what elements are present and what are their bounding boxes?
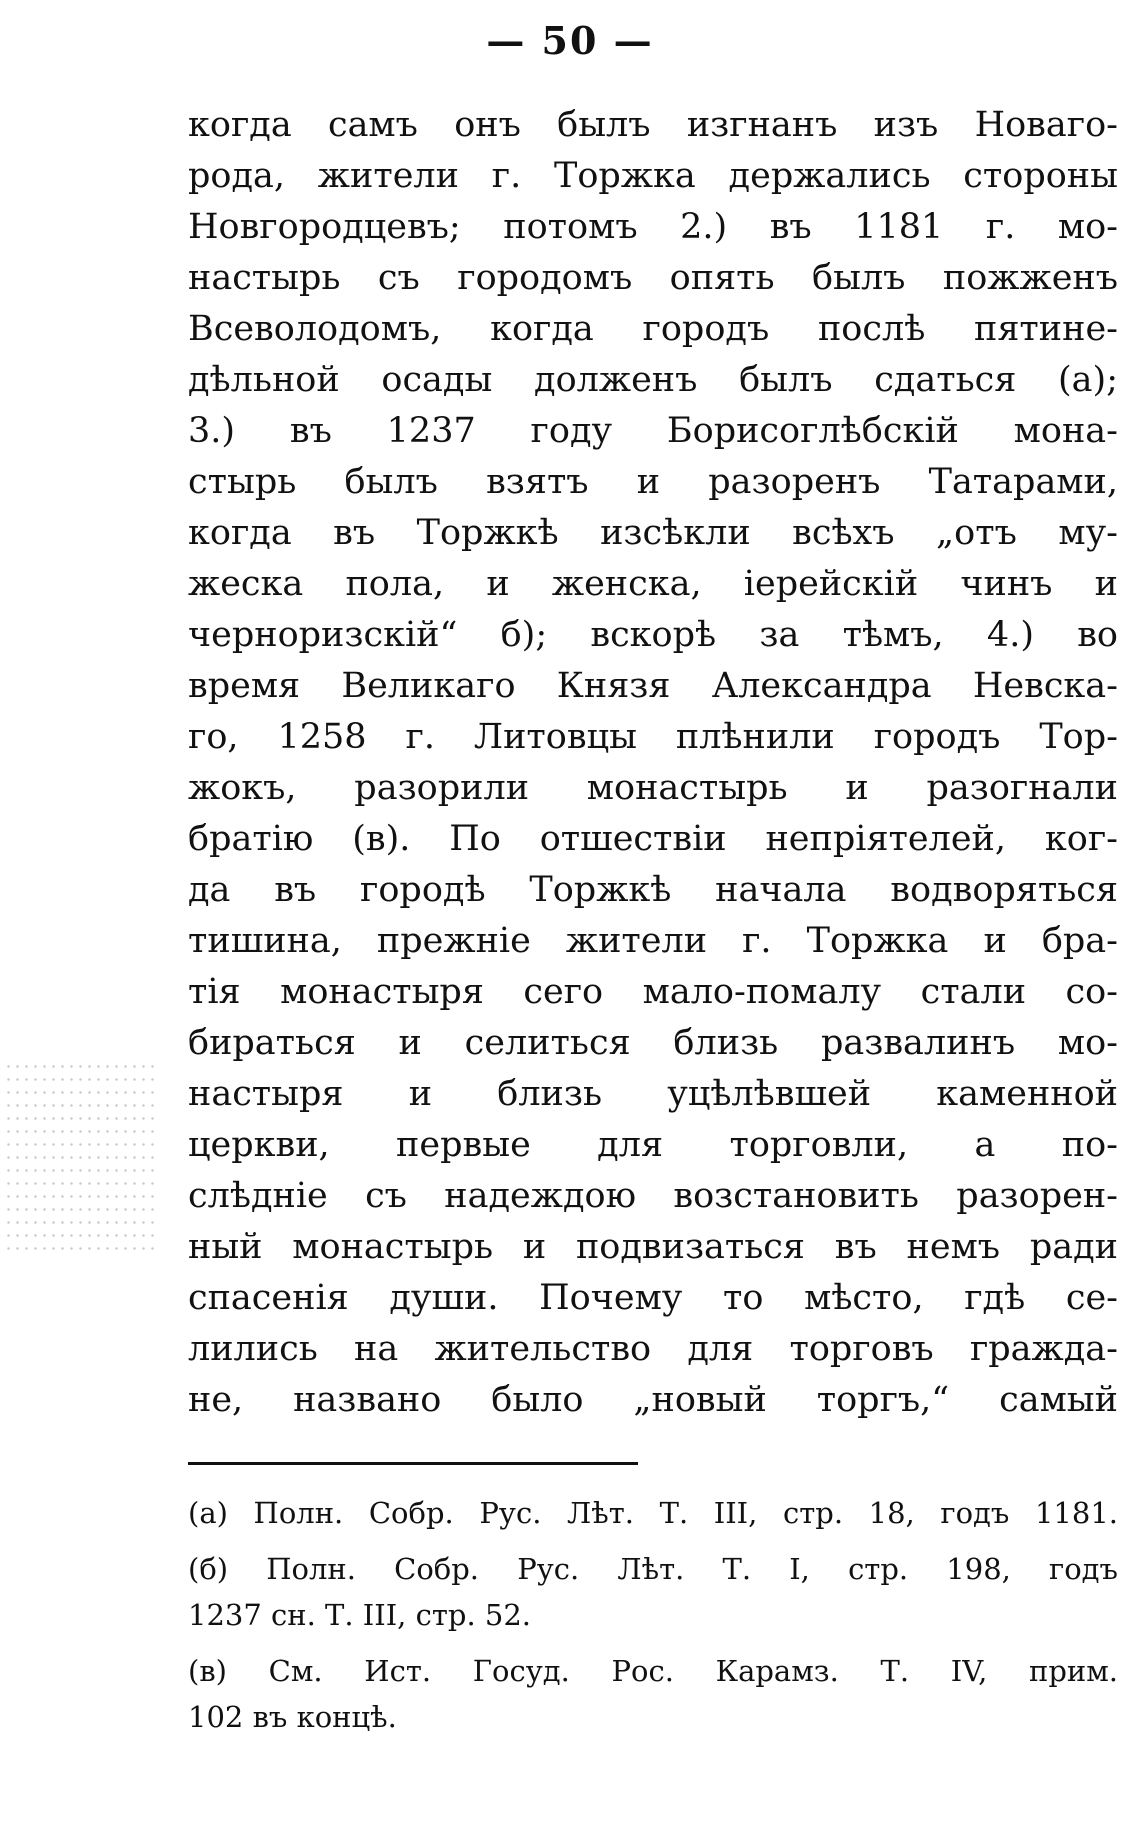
text-line: спасенія души. Почему то мѣсто, гдѣ се- [188,1278,1118,1318]
bleed-through-marks [4,1060,154,1260]
footnote-v: (в) См. Ист. Госуд. Рос. Карамз. Т. IV, прим. [188,1654,1118,1688]
text-line: черноризскій“ б); вскорѣ за тѣмъ, 4.) во [188,615,1118,655]
text-line: когда самъ онъ былъ изгнанъ изъ Новаго- [188,105,1118,145]
text-line: когда въ Торжкѣ изсѣкли всѣхъ „отъ му- [188,513,1118,553]
footnote-a: (а) Полн. Собр. Рус. Лѣт. Т. III, стр. 18, годъ 1181. [188,1496,1118,1530]
text-line: да въ городѣ Торжкѣ начала водворяться [188,870,1118,910]
footnote-separator [188,1462,638,1465]
footnote-b: (б) Полн. Собр. Рус. Лѣт. Т. I, стр. 198, годъ [188,1552,1118,1586]
text-line: тишина, прежніе жители г. Торжка и бра- [188,921,1118,961]
text-line: лились на жительство для торговъ гражда- [188,1329,1118,1369]
text-line: слѣдніе съ надеждою возстановить разорен- [188,1176,1118,1216]
text-line: бираться и селиться близь развалинъ мо- [188,1023,1118,1063]
text-line: настыря и близь уцѣлѣвшей каменной [188,1074,1118,1114]
text-line: время Великаго Князя Александра Невска- [188,666,1118,706]
text-line: братію (в). По отшествіи непріятелей, ког- [188,819,1118,859]
footnote-b-continuation: 1237 сн. Т. III, стр. 52. [188,1598,532,1632]
text-line: жеска пола, и женска, іерейскій чинъ и [188,564,1118,604]
text-line: 3.) въ 1237 году Борисоглѣбскій мона- [188,411,1118,451]
text-line: рода, жители г. Торжка держались стороны [188,156,1118,196]
text-line: настырь съ городомъ опять былъ пожженъ [188,258,1118,298]
footnotes [188,1490,1118,1740]
page-number: — 50 — [486,18,654,63]
text-line: стырь былъ взятъ и разоренъ Татарами, [188,462,1118,502]
main-text [188,100,1118,1426]
text-line: дѣльной осады долженъ былъ сдаться (а); [188,360,1118,400]
text-line: Всеволодомъ, когда городъ послѣ пятине- [188,309,1118,349]
footnote-v-continuation: 102 въ концѣ. [188,1700,397,1734]
text-line: тія монастыря сего мало-помалу стали со- [188,972,1118,1012]
text-line: ный монастырь и подвизаться въ немъ ради [188,1227,1118,1267]
text-line: не, названо было „новый торгъ,“ самый [188,1380,1118,1420]
text-line: Новгородцевъ; потомъ 2.) въ 1181 г. мо- [188,207,1118,247]
text-line: го, 1258 г. Литовцы плѣнили городъ Тор- [188,717,1118,757]
text-line: жокъ, разорили монастырь и разогнали [188,768,1118,808]
text-line: церкви, первые для торговли, а по- [188,1125,1118,1165]
